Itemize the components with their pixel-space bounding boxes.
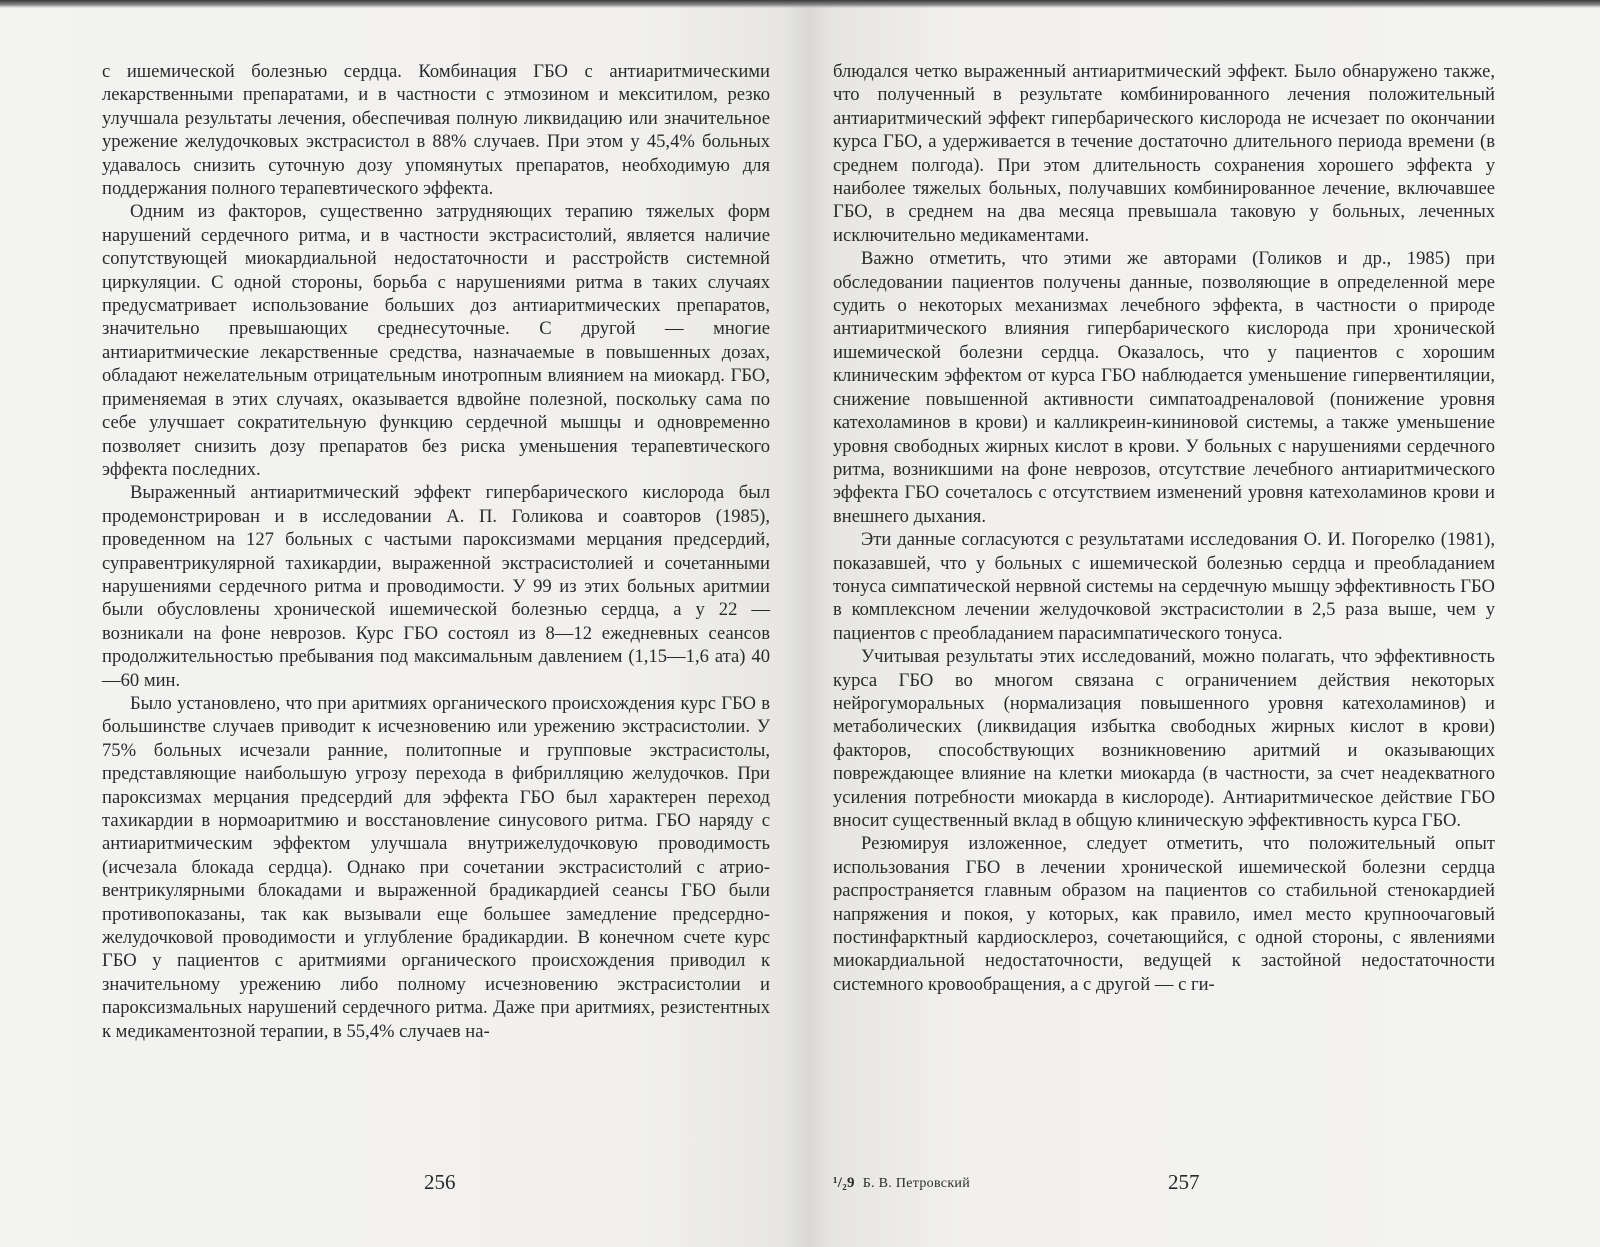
- left-page: [102, 60, 770, 1043]
- right-paragraph-1: блюдался четко выраженный антиаритмический эффект. Было обнаружено также, что полученный в результате комбинированного лечения положительный антиаритмический эффект гипербарического кислорода не исчезает по окончании курса ГБО, а удерживается в течение достаточно длительного периода времени (в среднем полгода). При этом длительность сохранения хорошего эффекта у наиболее тяжелых больных, получавших комбинированное лечение, включавшее ГБО, в среднем на два месяца превышала таковую у больных, леченных исключительно медикаментами.: [833, 61, 1495, 246]
- right-page: [833, 60, 1495, 996]
- scan-top-edge: [0, 0, 1600, 8]
- signature-text: Б. В. Петровский: [862, 1176, 971, 1191]
- printer-signature: [833, 1175, 970, 1192]
- left-paragraph-4: Было установлено, что при аритмиях органического происхождения курс ГБО в большинстве случаев приводит к исчезновению или урежению экстрасистолии. У 75% больных исчезали ранние, политопные и групповые экстрасистолы, представляющие наибольшую угрозу перехода в фибрилляцию желудочков. При пароксизмах мерцания предсердий для эффекта ГБО был характерен переход тахикардии в нормоаритмию и восстановление синусового ритма. ГБО наряду с антиаритмическим эффектом улучшала внутрижелудочковую проводимость (исчезала блокада сердца). Однако при сочетании экстрасистолий с атрио-вентрикулярными блокадами и выраженной брадикардией сеансы ГБО были противопоказаны, так как вызывали еще большее замедление предсердно-желудочковой проводимости и углубление брадикардии. В конечном счете курс ГБО у пациентов с аритмиями органического происхождения приводил к значительному урежению либо полному исчезновению экстрасистолии и пароксизмальных нарушений сердечного ритма. Даже при аритмиях, резистентных к медикаментозной терапии, в 55,4% случаев на-: [102, 692, 770, 1042]
- right-paragraph-3: Эти данные согласуются с результатами исследования О. И. Погорелко (1981), показавшей, что у больных с ишемической болезнью сердца и преобладанием тонуса симпатической нервной системы на сердечную мышцу эффективность ГБО в комплексном лечении желудочковой экстрасистолии в 2,5 раза выше, чем у пациентов с преобладанием парасимпатического тонуса.: [833, 529, 1495, 644]
- left-page-number: 256: [424, 1170, 456, 1194]
- right-paragraph-4: Учитывая результаты этих исследований, можно полагать, что эффективность курса ГБО во многом связана с ограничением действия некоторых нейрогуморальных (нормализация повышенного уровня катехоламинов) и метаболических (ликвидация избытка свободных жирных кислот в крови) факторов, способствующих возникновению аритмий и оказывающих повреждающее влияние на клетки миокарда (в частности, за счет неадекватного усиления потребности миокарда в кислороде). Антиаритмическое действие ГБО вносит существенный вклад в общую клиническую эффективность курса ГБО.: [833, 646, 1495, 831]
- left-paragraph-2: Одним из факторов, существенно затрудняющих терапию тяжелых форм нарушений сердечного ритма, и в частности экстрасистолий, является наличие сопутствующей миокардиальной недостаточности и расстройств системной циркуляции. С одной стороны, борьба с нарушениями ритма в таких случаях предусматривает использование больших доз антиаритмических препаратов, значительно превышающих среднесуточные. С другой — многие антиаритмические лекарственные средства, назначаемые в повышенных дозах, обладают нежелательным отрицательным инотропным влиянием на миокард. ГБО, применяемая в этих случаях, оказывается вдвойне полезной, поскольку сама по себе улучшает сократительную функцию сердечной мышцы и одновременно позволяет снизить дозу препаратов без риска уменьшения терапевтического эффекта последних.: [102, 201, 770, 480]
- right-paragraph-2: Важно отметить, что этими же авторами (Голиков и др., 1985) при обследовании пациентов получены данные, позволяющие в определенной мере судить о некоторых механизмах лечебного эффекта, в частности о природе антиаритмического влияния гипербарического кислорода при хронической ишемической болезни сердца. Оказалось, что у пациентов с хорошим клиническим эффектом от курса ГБО наблюдается уменьшение гипервентиляции, снижение повышенной активности симпатоадреналовой (понижение уровня катехоламинов в крови) и калликреин-кининовой системы, а также уменьшение уровня свободных жирных кислот в крови. У больных с нарушениями сердечного ритма, возникшими на фоне неврозов, отсутствие лечебного антиаритмического эффекта ГБО сочеталось с отсутствием изменений уровня катехоламинов крови и внешнего дыхания.: [833, 248, 1495, 527]
- right-paragraph-5: Резюмируя изложенное, следует отметить, что положительный опыт использования ГБО в лечении хронической ишемической болезни сердца распространяется главным образом на пациентов со стабильной стенокардией напряжения и покоя, у которых, как правило, имел место крупноочаговый постинфарктный кардиосклероз, сочетающийся, с одной стороны, с явлениями миокардиальной недостаточности, ведущей к застойной недостаточности системного кровообращения, а с другой — с ги-: [833, 833, 1495, 995]
- left-paragraph-3: Выраженный антиаритмический эффект гипербарического кислорода был продемонстрирован и в исследовании А. П. Голикова и соавторов (1985), проведенном на 127 больных с частыми пароксизмами мерцания предсердий, суправентрикулярной тахикардии, выраженной экстрасистолией и сочетанными нарушениями сердечного ритма и проводимости. У 99 из этих больных аритмии были обусловлены хронической ишемической болезнью сердца, а у 22 — возникали на фоне неврозов. Курс ГБО состоял из 8—12 ежедневных сеансов продолжительностью пребывания под максимальным давлением (1,15—1,6 ата) 40—60 мин.: [102, 482, 770, 691]
- signature-mark: ¹/₂9: [833, 1175, 855, 1191]
- left-paragraph-1: с ишемической болезнью сердца. Комбинация ГБО с антиаритмическими лекарственными препаратами, и в частности с этмозином и мекситилом, резко улучшала результаты лечения, обеспечивая полную ликвидацию или значительное урежение желудочковых экстрасистол в 88% случаев. При этом у 45,4% больных удавалось снизить суточную дозу упомянутых препаратов, необходимую для поддержания полного терапевтического эффекта.: [102, 61, 770, 200]
- right-page-number: 257: [1168, 1170, 1200, 1194]
